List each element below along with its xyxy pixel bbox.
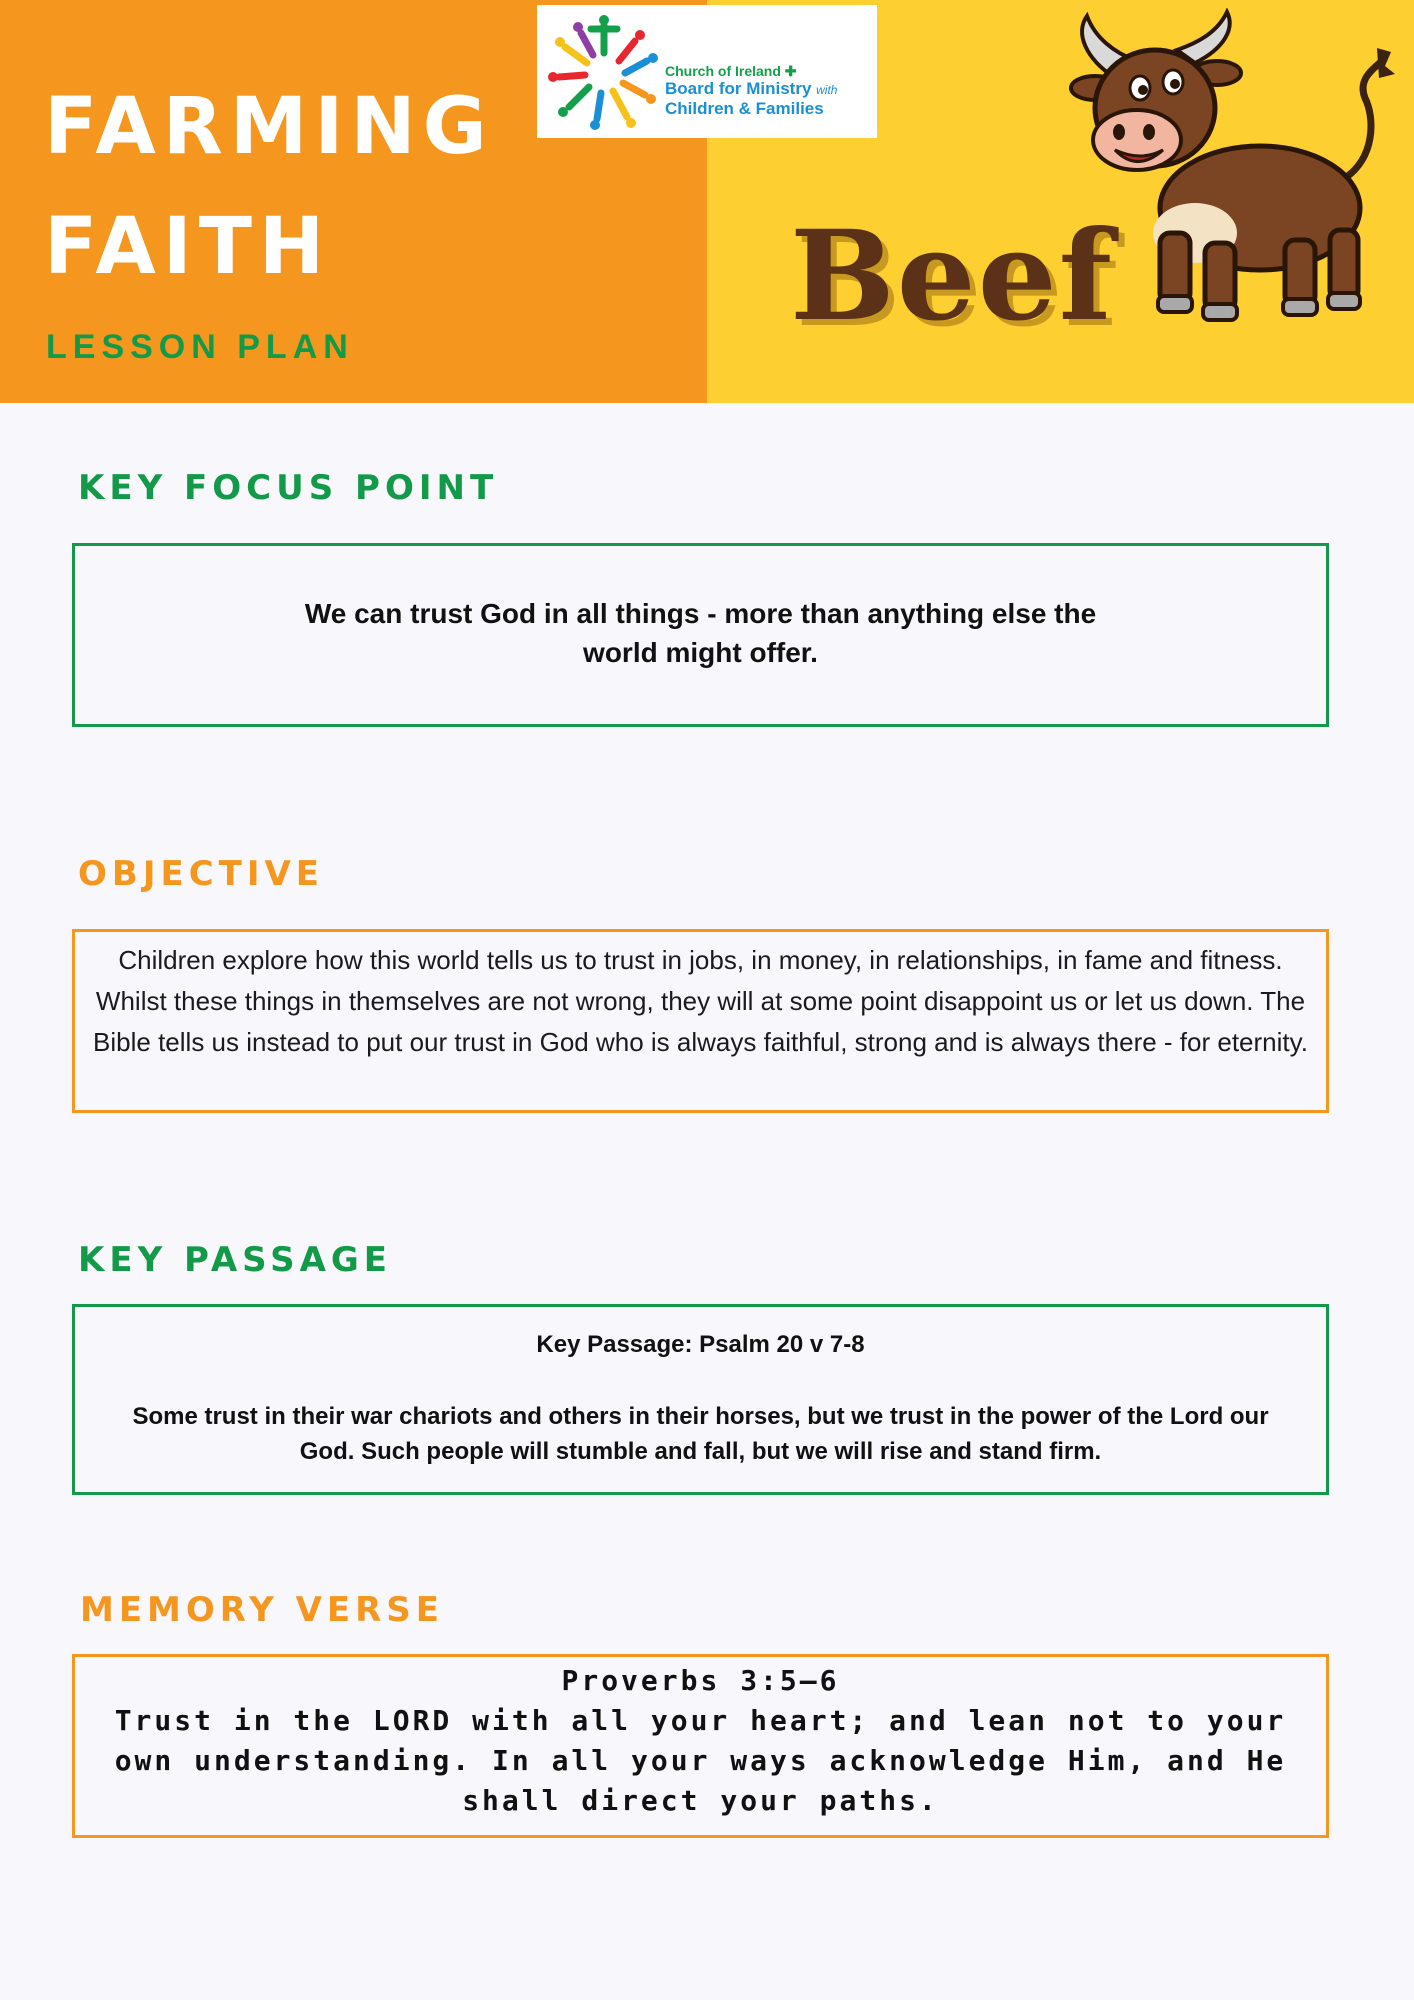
- objective-box: [72, 929, 1329, 1113]
- organization-logo: [537, 5, 877, 138]
- logo-line-1: Church of Ireland ✚: [665, 63, 797, 79]
- logo-line-2-suffix: with: [816, 83, 838, 98]
- theme-word: Beef: [790, 204, 1114, 349]
- memory-verse-content: [95, 1661, 1306, 1821]
- logo-line-3: Children & Families: [665, 98, 824, 118]
- key-focus-box: [72, 543, 1329, 727]
- memory-verse-reference: Proverbs 3:5–6: [561, 1664, 840, 1697]
- bull-cartoon-icon: [1045, 8, 1405, 328]
- logo-line-2-main: Board for Ministry: [665, 79, 812, 99]
- key-focus-heading: KEY FOCUS POINT: [78, 468, 499, 508]
- title-line-1: FARMING: [44, 82, 494, 172]
- memory-verse-box: [72, 1654, 1329, 1838]
- logo-line-2: [665, 79, 837, 99]
- key-passage-reference: Key Passage: Psalm 20 v 7-8: [536, 1331, 865, 1358]
- title-line-2: FAITH: [44, 202, 332, 292]
- key-passage-box: [72, 1304, 1329, 1495]
- people-circle-logo-icon: [547, 13, 662, 131]
- logo-text: [665, 63, 837, 118]
- key-passage-heading: KEY PASSAGE: [78, 1240, 393, 1280]
- objective-heading: OBJECTIVE: [78, 854, 325, 894]
- subtitle: LESSON PLAN: [46, 328, 354, 366]
- key-passage-text: Some trust in their war chariots and others in their horses, but we trust in the power of the Lord our God. Such people will stumble and fall, but we will rise and stand firm.: [132, 1403, 1269, 1465]
- key-focus-text: We can trust God in all things - more than anything else the world might offer.: [304, 598, 1097, 668]
- objective-text: Children explore how this world tells us to trust in jobs, in money, in relationships, in fame and fitness. Whilst these things in themselves are not wrong, they will at some point disappoint us or let us down. The Bible tells us instead to put our trust in God who is always faithful, strong and is always there - for eternity.: [93, 945, 1308, 1057]
- memory-verse-text: Trust in the LORD with all your heart; and lean not to your own understanding. In all your ways acknowledge Him, and He shall direct your paths.: [114, 1704, 1287, 1817]
- memory-verse-heading: MEMORY VERSE: [80, 1590, 445, 1630]
- header-banner: [0, 0, 1414, 403]
